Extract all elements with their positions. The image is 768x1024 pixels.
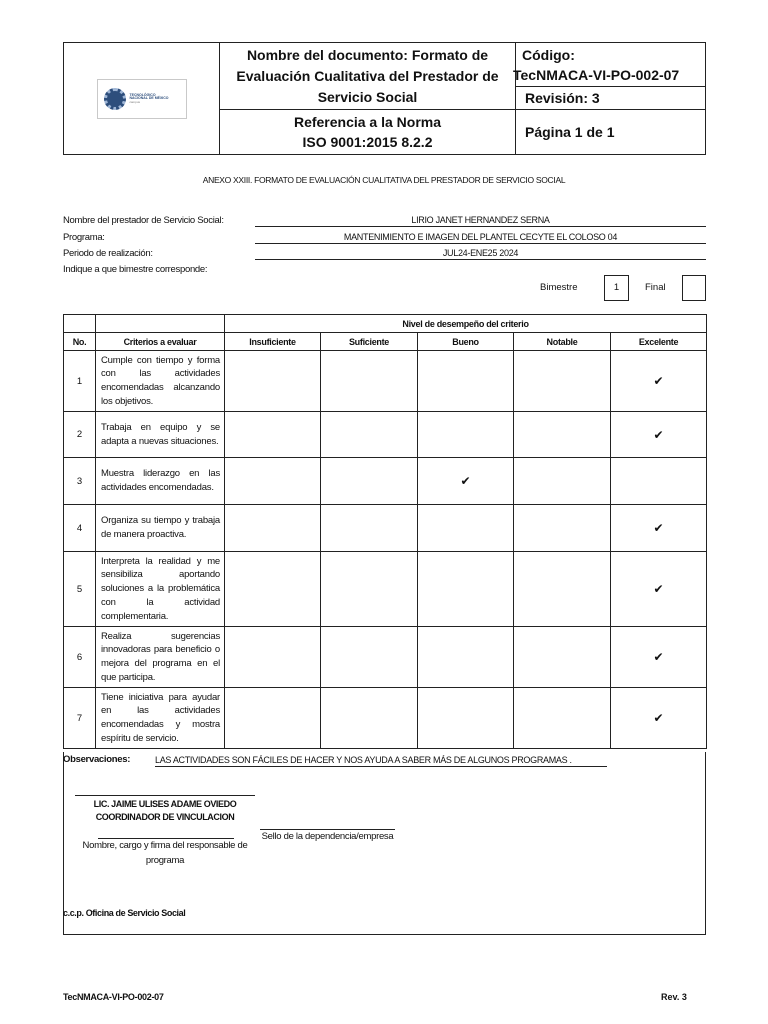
criterion-text: Tiene iniciativa para ayudar en las actividades encomendadas y mostra espíritu de servicio. bbox=[96, 688, 225, 749]
col-bueno: Bueno bbox=[418, 333, 514, 351]
level-cell-excelente[interactable] bbox=[611, 351, 707, 412]
level-cell-insuficiente[interactable] bbox=[225, 412, 321, 458]
level-cell-bueno[interactable] bbox=[418, 351, 514, 412]
level-cell-notable[interactable] bbox=[514, 412, 611, 458]
level-cell-insuficiente[interactable] bbox=[225, 351, 321, 412]
program-label: Programa: bbox=[63, 232, 105, 243]
annex-title: ANEXO XXIII. FORMATO DE EVALUACIÓN CUALITATIVA DEL PRESTADOR DE SERVICIO SOCIAL bbox=[202, 175, 566, 185]
row-number: 2 bbox=[64, 412, 96, 458]
level-cell-insuficiente[interactable] bbox=[225, 688, 321, 749]
row-number: 1 bbox=[64, 351, 96, 412]
evaluation-table bbox=[63, 314, 707, 749]
observations-label: Observaciones: bbox=[63, 754, 131, 765]
document-name-line-2: Evaluación Cualitativa del Prestador de bbox=[236, 68, 499, 84]
check-icon: ✔ bbox=[460, 474, 471, 488]
period-field[interactable]: JUL24-ENE25 2024 bbox=[255, 247, 706, 260]
document-code bbox=[513, 43, 705, 87]
check-icon: ✔ bbox=[653, 374, 664, 388]
bimester-label: Bimestre bbox=[540, 282, 578, 293]
level-cell-excelente[interactable] bbox=[611, 412, 707, 458]
row-number: 6 bbox=[64, 627, 96, 688]
level-cell-suficiente[interactable] bbox=[321, 627, 418, 688]
level-cell-notable[interactable] bbox=[514, 458, 611, 505]
level-cell-bueno[interactable] bbox=[418, 412, 514, 458]
level-cell-excelente[interactable] bbox=[611, 688, 707, 749]
row-number: 5 bbox=[64, 552, 96, 627]
document-name-line-3: Servicio Social bbox=[317, 89, 418, 105]
table-row bbox=[64, 505, 707, 552]
row-number: 3 bbox=[64, 458, 96, 505]
level-cell-insuficiente[interactable] bbox=[225, 627, 321, 688]
document-name bbox=[220, 43, 516, 110]
ccp-note: c.c.p. Oficina de Servicio Social bbox=[63, 908, 186, 918]
gear-emblem-icon bbox=[104, 88, 126, 110]
norm-reference bbox=[220, 110, 516, 154]
level-cell-notable[interactable] bbox=[514, 351, 611, 412]
footer-code: TecNMACA-VI-PO-002-07 bbox=[63, 992, 164, 1002]
col-notable: Notable bbox=[514, 333, 611, 351]
check-icon: ✔ bbox=[653, 711, 664, 725]
level-cell-suficiente[interactable] bbox=[321, 412, 418, 458]
row-number: 4 bbox=[64, 505, 96, 552]
level-cell-suficiente[interactable] bbox=[321, 351, 418, 412]
level-cell-excelente[interactable] bbox=[611, 552, 707, 627]
level-cell-insuficiente[interactable] bbox=[225, 458, 321, 505]
row-number: 7 bbox=[64, 688, 96, 749]
level-cell-excelente[interactable] bbox=[611, 458, 707, 505]
norm-reference-line-2: ISO 9001:2015 8.2.2 bbox=[302, 134, 433, 150]
table-row bbox=[64, 552, 707, 627]
signer-block bbox=[63, 798, 267, 824]
page-number: Página 1 de 1 bbox=[525, 124, 615, 140]
final-field[interactable] bbox=[682, 275, 706, 301]
check-icon: ✔ bbox=[653, 650, 664, 664]
level-title: Nivel de desempeño del criterio bbox=[225, 315, 707, 333]
logo-line-2: NACIONAL DE MÉXICO bbox=[129, 96, 169, 100]
level-cell-excelente[interactable] bbox=[611, 505, 707, 552]
logo-line-1: TECNOLÓGICO bbox=[129, 92, 156, 97]
header-blank-criteria bbox=[96, 315, 225, 333]
criterion-text: Muestra liderazgo en las actividades encomendadas. bbox=[96, 458, 225, 505]
col-no: No. bbox=[64, 333, 96, 351]
criterion-text: Trabaja en equipo y se adapta a nuevas situaciones. bbox=[96, 412, 225, 458]
observations-field[interactable]: LAS ACTIVIDADES SON FÁCILES DE HACER Y NOS AYUDA A SABER MÁS DE ALGUNOS PROGRAMAS . bbox=[155, 754, 607, 767]
tecnm-logo bbox=[97, 79, 187, 119]
criterion-text: Organiza su tiempo y trabaja de manera proactiva. bbox=[96, 505, 225, 552]
final-label: Final bbox=[645, 282, 666, 293]
seal-caption: Sello de la dependencia/empresa bbox=[261, 831, 394, 842]
col-excelente: Excelente bbox=[611, 333, 707, 351]
level-cell-suficiente[interactable] bbox=[321, 552, 418, 627]
level-cell-notable[interactable] bbox=[514, 688, 611, 749]
signature-line bbox=[75, 795, 255, 796]
table-row bbox=[64, 412, 707, 458]
program-field[interactable]: MANTENIMIENTO E IMAGEN DEL PLANTEL CECYTE EL COLOSO 04 bbox=[255, 231, 706, 244]
level-cell-notable[interactable] bbox=[514, 552, 611, 627]
level-cell-insuficiente[interactable] bbox=[225, 505, 321, 552]
level-cell-bueno[interactable] bbox=[418, 688, 514, 749]
signer-role: COORDINADOR DE VINCULACION bbox=[95, 812, 235, 822]
header-blank-no bbox=[64, 315, 96, 333]
level-cell-suficiente[interactable] bbox=[321, 458, 418, 505]
level-cell-insuficiente[interactable] bbox=[225, 552, 321, 627]
level-cell-excelente[interactable] bbox=[611, 627, 707, 688]
table-row bbox=[64, 688, 707, 749]
level-cell-notable[interactable] bbox=[514, 627, 611, 688]
col-criteria: Criterios a evaluar bbox=[96, 333, 225, 351]
period-label: Periodo de realización: bbox=[63, 248, 153, 259]
check-icon: ✔ bbox=[653, 427, 664, 442]
level-cell-bueno[interactable] bbox=[418, 458, 514, 505]
criterion-text: Cumple con tiempo y forma con las actividades encomendadas alcanzando los objetivos. bbox=[96, 351, 225, 412]
signature-caption: Nombre, cargo y firma del responsable de programa bbox=[82, 840, 248, 866]
table-row bbox=[64, 627, 707, 688]
criterion-text: Realiza sugerencias innovadoras para beneficio o mejora del programa en el que participa. bbox=[96, 627, 225, 688]
col-suficiente: Suficiente bbox=[321, 333, 418, 351]
document-header bbox=[63, 42, 706, 155]
logo-line-3: campus bbox=[129, 99, 141, 104]
logo-cell bbox=[64, 43, 220, 154]
level-cell-bueno[interactable] bbox=[418, 552, 514, 627]
bimester-question: Indique a que bimestre corresponde: bbox=[63, 264, 208, 275]
level-cell-bueno[interactable] bbox=[418, 505, 514, 552]
code-label: Código: bbox=[522, 47, 575, 63]
document-name-line-1: Nombre del documento: Formato de bbox=[246, 47, 489, 63]
criterion-text: Interpreta la realidad y me sensibiliza aportando soluciones a la problemática con la actividad complementaria. bbox=[96, 552, 225, 627]
level-cell-notable[interactable] bbox=[514, 505, 611, 552]
name-label: Nombre del prestador de Servicio Social: bbox=[63, 215, 224, 226]
check-icon: ✔ bbox=[653, 521, 664, 535]
footer-revision: Rev. 3 bbox=[661, 992, 687, 1002]
table-row bbox=[64, 351, 707, 412]
norm-reference-line-1: Referencia a la Norma bbox=[293, 114, 442, 130]
check-icon: ✔ bbox=[653, 582, 664, 596]
revision: Revisión: 3 bbox=[516, 87, 705, 110]
name-field[interactable]: LIRIO JANET HERNANDEZ SERNA bbox=[255, 214, 706, 227]
table-row bbox=[64, 458, 707, 505]
level-cell-suficiente[interactable] bbox=[321, 688, 418, 749]
col-insuficiente: Insuficiente bbox=[225, 333, 321, 351]
code-value: TecNMACA-VI-PO-002-07 bbox=[513, 67, 680, 83]
level-cell-suficiente[interactable] bbox=[321, 505, 418, 552]
level-cell-bueno[interactable] bbox=[418, 627, 514, 688]
signer-name: LIC. JAIME ULISES ADAME OVIEDO bbox=[93, 799, 237, 809]
bimester-field[interactable]: 1 bbox=[604, 275, 629, 301]
